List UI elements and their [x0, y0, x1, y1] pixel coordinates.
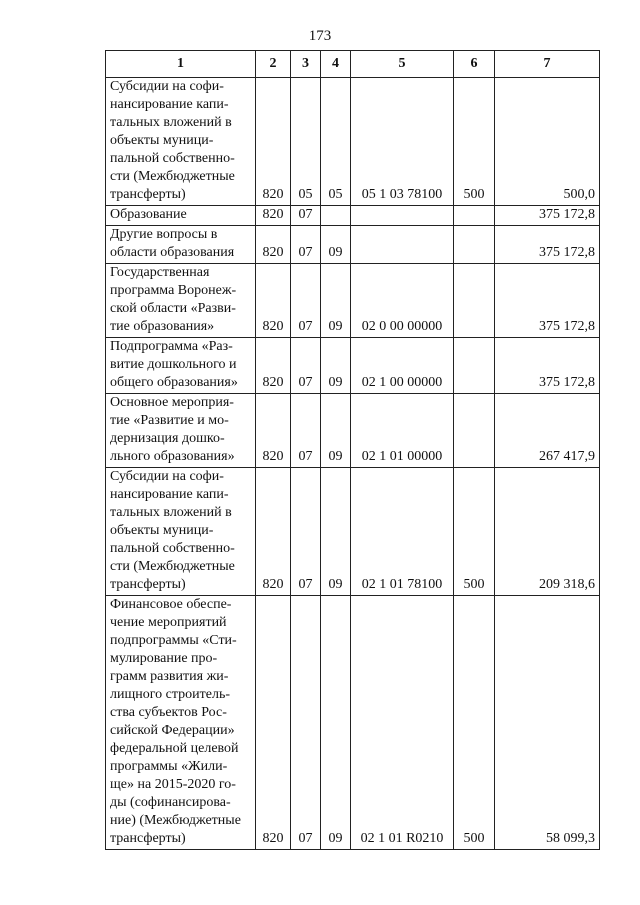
grbs-code: 820 [256, 206, 291, 226]
target-article-code: 02 0 00 00000 [351, 264, 454, 338]
table-row [106, 226, 600, 264]
subsection-code: 09 [321, 226, 351, 264]
section-code: 05 [291, 78, 321, 206]
section-code: 07 [291, 596, 321, 850]
section-code: 07 [291, 226, 321, 264]
item-name: Другие вопросы в области образования [106, 226, 256, 264]
amount: 500,0 [495, 78, 600, 206]
table-row [106, 394, 600, 468]
expense-type-code [454, 264, 495, 338]
amount: 375 172,8 [495, 226, 600, 264]
column-header: 5 [351, 51, 454, 78]
page-number: 173 [308, 28, 332, 44]
section-code: 07 [291, 394, 321, 468]
subsection-code: 09 [321, 264, 351, 338]
grbs-code: 820 [256, 338, 291, 394]
table-row [106, 596, 600, 850]
grbs-code: 820 [256, 78, 291, 206]
subsection-code: 05 [321, 78, 351, 206]
target-article-code: 02 1 01 00000 [351, 394, 454, 468]
subsection-code: 09 [321, 468, 351, 596]
expense-type-code [454, 338, 495, 394]
grbs-code: 820 [256, 226, 291, 264]
table-row [106, 78, 600, 206]
table-row [106, 206, 600, 226]
item-name: Финансовое обеспе- чение мероприятий подпрограммы «Сти- мулирование про- грамм развития жи- лищного строитель- ства субъектов Рос- сийской Федерации» федеральной целевой программы «Жили- ще» на 2015-2020 го- ды (софинансирова- ние) (Межбюджетные трансферты) [106, 596, 256, 850]
expense-type-code: 500 [454, 596, 495, 850]
amount: 267 417,9 [495, 394, 600, 468]
section-code: 07 [291, 264, 321, 338]
target-article-code: 02 1 00 00000 [351, 338, 454, 394]
amount: 58 099,3 [495, 596, 600, 850]
target-article-code [351, 206, 454, 226]
amount: 375 172,8 [495, 264, 600, 338]
subsection-code: 09 [321, 394, 351, 468]
section-code: 07 [291, 468, 321, 596]
grbs-code: 820 [256, 394, 291, 468]
expense-type-code: 500 [454, 468, 495, 596]
amount: 375 172,8 [495, 206, 600, 226]
column-header: 3 [291, 51, 321, 78]
amount: 209 318,6 [495, 468, 600, 596]
expense-type-code [454, 394, 495, 468]
section-code: 07 [291, 206, 321, 226]
expense-type-code [454, 226, 495, 264]
target-article-code: 02 1 01 78100 [351, 468, 454, 596]
expense-type-code [454, 206, 495, 226]
subsection-code [321, 206, 351, 226]
expense-type-code: 500 [454, 78, 495, 206]
subsection-code: 09 [321, 338, 351, 394]
column-header: 2 [256, 51, 291, 78]
column-header: 4 [321, 51, 351, 78]
item-name: Субсидии на софи- нансирование капи- тальных вложений в объекты муници- пальной собственно- сти (Межбюджетные трансферты) [106, 78, 256, 206]
target-article-code: 05 1 03 78100 [351, 78, 454, 206]
item-name: Подпрограмма «Раз- витие дошкольного и общего образования» [106, 338, 256, 394]
table-row [106, 264, 600, 338]
column-header: 7 [495, 51, 600, 78]
target-article-code: 02 1 01 R0210 [351, 596, 454, 850]
amount: 375 172,8 [495, 338, 600, 394]
grbs-code: 820 [256, 264, 291, 338]
grbs-code: 820 [256, 596, 291, 850]
column-header: 6 [454, 51, 495, 78]
table-row [106, 468, 600, 596]
table-row [106, 338, 600, 394]
budget-table [105, 50, 600, 850]
item-name: Основное мероприя- тие «Развитие и мо- дернизация дошко- льного образования» [106, 394, 256, 468]
item-name: Субсидии на софи- нансирование капи- тальных вложений в объекты муници- пальной собственно- сти (Межбюджетные трансферты) [106, 468, 256, 596]
column-header: 1 [106, 51, 256, 78]
subsection-code: 09 [321, 596, 351, 850]
target-article-code [351, 226, 454, 264]
grbs-code: 820 [256, 468, 291, 596]
table-header-row [106, 51, 600, 78]
item-name: Образование [106, 206, 256, 226]
item-name: Государственная программа Воронеж- ской области «Разви- тие образования» [106, 264, 256, 338]
section-code: 07 [291, 338, 321, 394]
